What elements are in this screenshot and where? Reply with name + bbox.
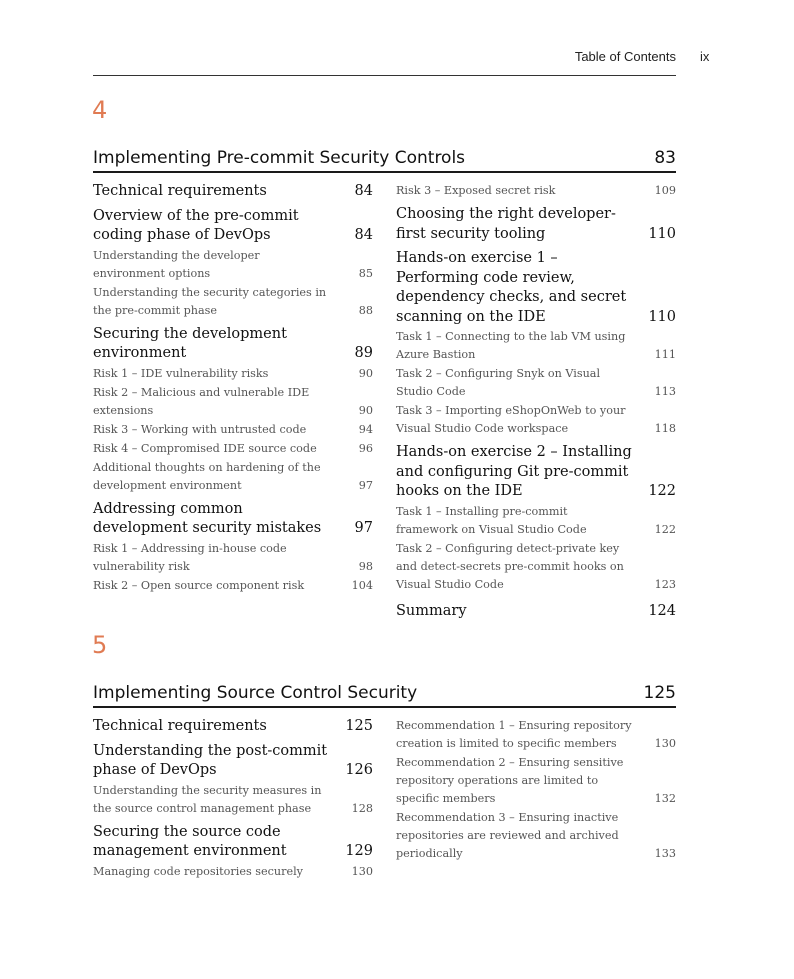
toc-entry-title: Additional thoughts on hardening of the development environment bbox=[93, 460, 321, 492]
toc-entry-title: Understanding the developer environment options bbox=[93, 248, 260, 280]
toc-entry-page: 98 bbox=[358, 559, 373, 573]
toc-entry[interactable] bbox=[396, 602, 676, 622]
toc-entry-page: 110 bbox=[648, 308, 676, 325]
chapter-4-page: 83 bbox=[654, 148, 676, 168]
toc-entry[interactable] bbox=[93, 863, 373, 881]
toc-entry-page: 85 bbox=[358, 266, 373, 280]
toc-entry-title: Task 1 – Connecting to the lab VM using Azure Bastion bbox=[396, 330, 626, 361]
chapter-4-left-column bbox=[93, 182, 373, 595]
toc-entry-title: Recommendation 2 – Ensuring sensitive repository operations are limited to specific members bbox=[396, 756, 624, 805]
chapter-5-title: Implementing Source Control Security bbox=[93, 683, 418, 703]
toc-entry[interactable] bbox=[93, 384, 373, 420]
toc-entry-title: Recommendation 1 – Ensuring repository creation is limited to specific members bbox=[396, 719, 632, 750]
toc-entry[interactable] bbox=[396, 443, 676, 502]
toc-entry-title: Securing the development environment bbox=[93, 325, 287, 361]
toc-entry-page: 110 bbox=[648, 225, 676, 242]
toc-entry-page: 84 bbox=[354, 227, 373, 243]
toc-entry-title: Understanding the security categories in the pre-commit phase bbox=[93, 285, 327, 317]
toc-entry-title: Task 2 – Configuring Snyk on Visual Studio Code bbox=[396, 367, 601, 398]
toc-entry[interactable] bbox=[93, 782, 373, 818]
chapter-5-right-column bbox=[396, 717, 676, 863]
toc-entry-title: Overview of the pre-commit coding phase of DevOps bbox=[93, 207, 299, 243]
toc-entry-title: Technical requirements bbox=[93, 183, 267, 199]
toc-entry[interactable] bbox=[396, 754, 676, 808]
toc-entry-page: 104 bbox=[351, 578, 373, 592]
toc-entry-page: 129 bbox=[345, 843, 373, 859]
toc-entry-page: 130 bbox=[351, 864, 373, 878]
toc-entry-page: 97 bbox=[354, 520, 373, 536]
toc-entry-page: 126 bbox=[345, 762, 373, 778]
chapter-5-page: 125 bbox=[643, 683, 676, 703]
toc-entry[interactable] bbox=[93, 577, 373, 595]
toc-entry[interactable] bbox=[93, 717, 373, 737]
toc-entry-title: Risk 3 – Working with untrusted code bbox=[93, 422, 307, 436]
toc-entry[interactable] bbox=[396, 182, 676, 200]
toc-entry-page: 124 bbox=[648, 602, 676, 619]
toc-entry-page: 128 bbox=[351, 801, 373, 815]
running-header-title: Table of Contents bbox=[574, 49, 676, 64]
toc-entry-page: 109 bbox=[654, 184, 676, 197]
toc-entry-page: 113 bbox=[654, 385, 676, 398]
toc-entry[interactable] bbox=[396, 205, 676, 244]
toc-entry-page: 125 bbox=[345, 718, 373, 734]
toc-entry[interactable] bbox=[93, 247, 373, 283]
toc-entry[interactable] bbox=[396, 717, 676, 753]
toc-entry[interactable] bbox=[93, 459, 373, 495]
toc-entry-title: Risk 1 – Addressing in-house code vulnerability risk bbox=[93, 541, 287, 573]
chapter-4-right-column bbox=[396, 182, 676, 621]
toc-entry[interactable] bbox=[396, 249, 676, 327]
chapter-5-number: 5 bbox=[92, 631, 108, 659]
chapter-4-title: Implementing Pre-commit Security Controls bbox=[93, 148, 466, 168]
chapter-4-heading[interactable] bbox=[93, 147, 676, 173]
toc-entry-page: 111 bbox=[654, 348, 676, 361]
toc-entry[interactable] bbox=[93, 500, 373, 539]
toc-entry-title: Technical requirements bbox=[93, 718, 267, 734]
toc-entry[interactable] bbox=[93, 207, 373, 246]
toc-entry[interactable] bbox=[93, 182, 373, 202]
chapter-4-number: 4 bbox=[92, 96, 108, 124]
toc-entry-title: Hands-on exercise 1 – Performing code review, dependency checks, and secret scanning on the IDE bbox=[396, 250, 627, 325]
running-header bbox=[93, 48, 676, 76]
toc-entry[interactable] bbox=[93, 440, 373, 458]
toc-entry[interactable] bbox=[396, 540, 676, 594]
toc-entry-page: 132 bbox=[654, 792, 676, 805]
toc-entry-page: 94 bbox=[358, 422, 373, 436]
toc-entry-title: Risk 3 – Exposed secret risk bbox=[396, 184, 556, 197]
toc-entry-title: Choosing the right developer-first security tooling bbox=[396, 206, 616, 242]
toc-entry[interactable] bbox=[93, 421, 373, 439]
page-number: ix bbox=[700, 49, 710, 64]
toc-entry-page: 89 bbox=[354, 345, 373, 361]
toc-entry-title: Addressing common development security mistakes bbox=[93, 500, 322, 536]
toc-entry[interactable] bbox=[396, 402, 676, 438]
toc-entry[interactable] bbox=[93, 365, 373, 383]
toc-entry[interactable] bbox=[396, 503, 676, 539]
chapter-5-left-column bbox=[93, 717, 373, 881]
toc-entry[interactable] bbox=[93, 284, 373, 320]
toc-entry[interactable] bbox=[93, 540, 373, 576]
toc-entry-title: Task 1 – Installing pre-commit framework on Visual Studio Code bbox=[396, 504, 587, 536]
toc-entry-page: 118 bbox=[654, 422, 676, 435]
toc-entry-title: Task 3 – Importing eShopOnWeb to your Visual Studio Code workspace bbox=[396, 404, 626, 435]
toc-entry-title: Task 2 – Configuring detect-private key and detect-secrets pre-commit hooks on Visual Studio Code bbox=[396, 541, 624, 591]
toc-entry-title: Summary bbox=[396, 602, 467, 619]
toc-entry-title: Recommendation 3 – Ensuring inactive repositories are reviewed and archived periodically bbox=[396, 811, 619, 860]
toc-entry-title: Managing code repositories securely bbox=[93, 864, 303, 878]
toc-entry-title: Risk 4 – Compromised IDE source code bbox=[93, 441, 317, 455]
chapter-5-heading[interactable] bbox=[93, 682, 676, 708]
toc-entry[interactable] bbox=[93, 325, 373, 364]
toc-entry-page: 133 bbox=[654, 847, 676, 860]
toc-entry-title: Risk 2 – Malicious and vulnerable IDE extensions bbox=[93, 385, 310, 417]
toc-entry-title: Risk 2 – Open source component risk bbox=[93, 578, 305, 592]
toc-entry-page: 84 bbox=[354, 183, 373, 199]
toc-entry-title: Hands-on exercise 2 – Installing and configuring Git pre-commit hooks on the IDE bbox=[396, 444, 632, 499]
toc-entry-title: Understanding the security measures in the source control management phase bbox=[93, 783, 322, 815]
toc-entry-page: 96 bbox=[358, 441, 373, 455]
toc-entry[interactable] bbox=[93, 823, 373, 862]
toc-entry-title: Securing the source code management environment bbox=[93, 823, 287, 859]
toc-entry[interactable] bbox=[396, 328, 676, 364]
toc-entry[interactable] bbox=[93, 742, 373, 781]
toc-entry-page: 90 bbox=[358, 403, 373, 417]
toc-entry-title: Risk 1 – IDE vulnerability risks bbox=[93, 366, 269, 380]
toc-entry-page: 130 bbox=[654, 737, 676, 750]
toc-entry-page: 97 bbox=[358, 478, 373, 492]
toc-entry-page: 123 bbox=[654, 577, 676, 591]
toc-entry-page: 90 bbox=[358, 366, 373, 380]
toc-entry[interactable] bbox=[396, 809, 676, 863]
toc-entry-page: 88 bbox=[358, 303, 373, 317]
toc-entry-title: Understanding the post-commit phase of DevOps bbox=[93, 742, 328, 778]
toc-entry-page: 122 bbox=[648, 483, 676, 499]
toc-entry[interactable] bbox=[396, 365, 676, 401]
toc-entry-page: 122 bbox=[654, 522, 676, 536]
